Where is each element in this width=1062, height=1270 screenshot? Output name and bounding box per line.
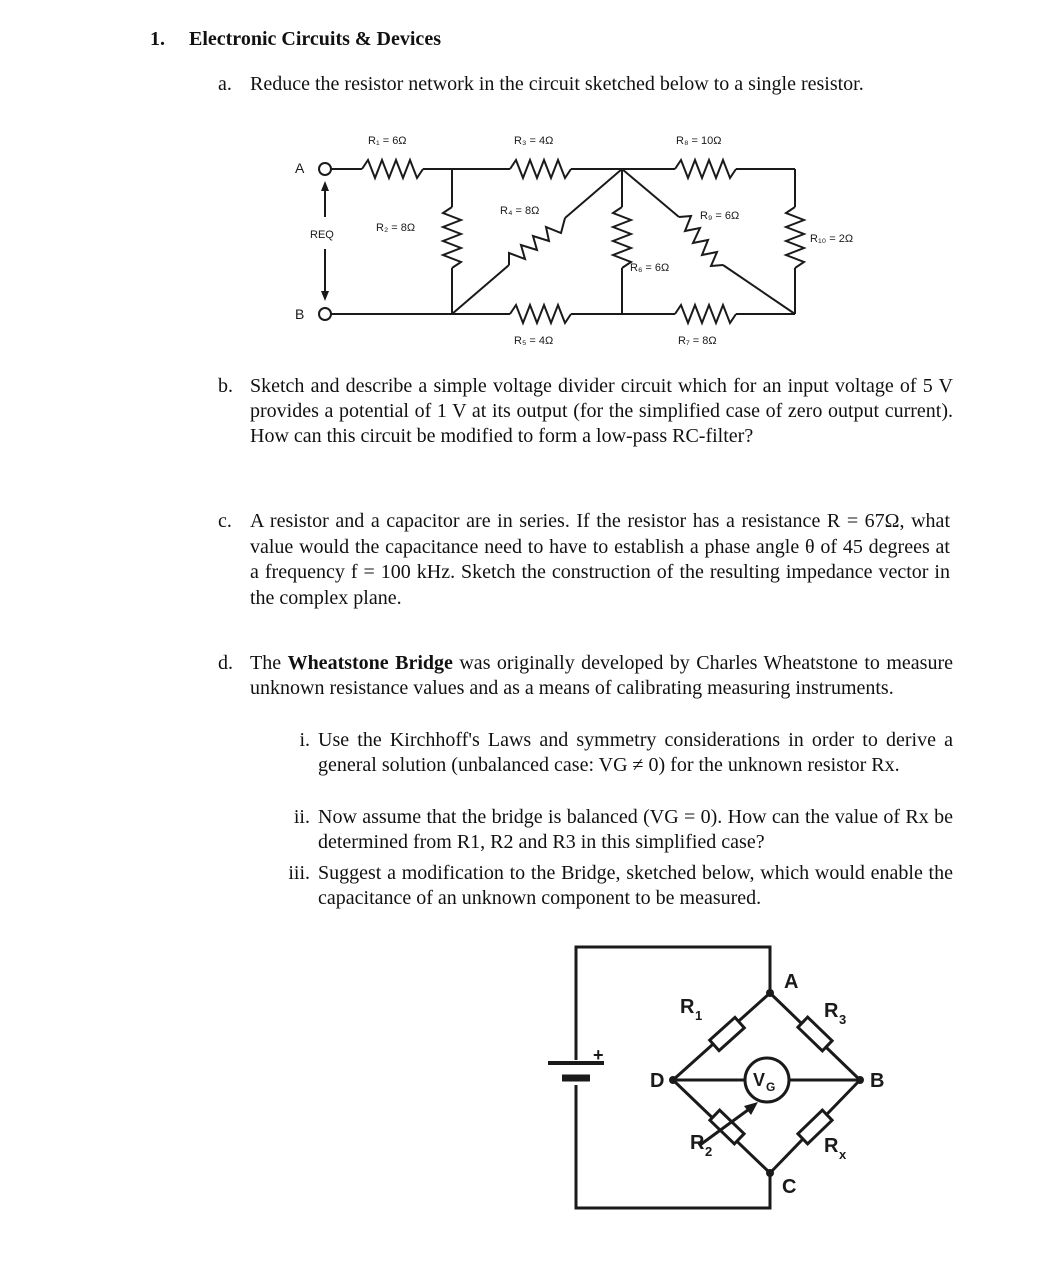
question-a-text: Reduce the resistor network in the circuit sketched below to a single resistor.	[250, 73, 864, 95]
question-b-label: b.	[218, 375, 233, 397]
r3-resistor	[798, 1017, 832, 1051]
r3-sub-label: 3	[839, 1012, 847, 1027]
r9-label: R₉ = 6Ω	[700, 210, 740, 222]
node-c-label: C	[782, 1176, 797, 1198]
node-d-label: D	[650, 1070, 665, 1092]
question-d-i-text: Use the Kirchhoff's Laws and symmetry considerations in order to derive a general solution (unbalanced case: VG ≠ 0) for the unknown resistor Rx.	[318, 729, 953, 776]
r9-resistor	[679, 216, 723, 266]
r1-sub-label: 1	[695, 1008, 703, 1023]
r1-resistor	[362, 160, 423, 178]
node-a-label: A	[295, 160, 305, 176]
node-a-terminal	[319, 163, 331, 175]
req-arrow-up-icon	[321, 181, 329, 191]
question-c-label: c.	[218, 510, 232, 532]
rx-sub-label: x	[839, 1147, 847, 1162]
r6-resistor	[613, 207, 631, 268]
rx-label: R	[824, 1135, 839, 1157]
resistor-network-diagram	[280, 125, 900, 355]
wheatstone-bridge-diagram	[540, 935, 910, 1220]
r8-resistor	[675, 160, 736, 178]
r2-resistor	[443, 207, 461, 268]
section-title	[150, 28, 441, 51]
question-d-iii	[288, 861, 953, 911]
question-d-ii-text: Now assume that the bridge is balanced (VG = 0). How can the value of Rx be determined from R1, R2 and R3 in this simplified case?	[318, 806, 953, 853]
question-d-i	[299, 728, 953, 778]
node-a-label: A	[784, 971, 799, 993]
r1-label: R	[680, 996, 695, 1018]
req-arrow-down-icon	[321, 291, 329, 301]
battery-plus-label: +	[593, 1045, 604, 1065]
r8-label: R₈ = 10Ω	[676, 135, 722, 147]
r2-label: R₂ = 8Ω	[376, 222, 416, 234]
node-b-label: B	[870, 1070, 885, 1092]
question-d-intro-post: was originally developed by Charles Wheatstone to measure unknown resistance values and as a means of calibrating measuring instruments.	[250, 652, 953, 699]
r2-label: R	[690, 1132, 705, 1154]
r7-resistor	[675, 305, 736, 323]
r3-label: R	[824, 1000, 839, 1022]
r10-label: R₁₀ = 2Ω	[810, 233, 854, 245]
question-d-label: d.	[218, 652, 233, 674]
node-b-terminal	[319, 308, 331, 320]
node-b-dot	[856, 1076, 864, 1084]
r4-resistor	[509, 218, 565, 265]
question-d-ii-label: ii.	[293, 806, 310, 828]
node-a-dot	[766, 989, 774, 997]
question-d-intro-bold: Wheatstone Bridge	[287, 652, 453, 674]
r2-sub-label: 2	[705, 1144, 713, 1159]
question-d-i-label: i.	[299, 729, 310, 751]
r3-label: R₃ = 4Ω	[514, 135, 554, 147]
question-b-text: Sketch and describe a simple voltage divider circuit which for an input voltage of 5 V provides a potential of 1 V at its output (for the simplified case of zero output current). How can this circuit be modified to form a low-pass RC-filter?	[250, 375, 953, 447]
r7-label: R₇ = 8Ω	[678, 335, 717, 347]
section-title-text: Electronic Circuits & Devices	[189, 28, 441, 50]
r1-resistor	[710, 1017, 745, 1050]
req-label: REQ	[310, 229, 334, 241]
question-a	[218, 72, 960, 97]
question-c-text: A resistor and a capacitor are in series. If the resistor has a resistance R = 67Ω, what value would the capacitance need to have to establish a phase angle θ of 45 degrees at a frequency f = 100 kHz. Sketch the construction of the resulting impedance vector in the complex plane.	[250, 510, 950, 609]
question-d-text	[250, 651, 953, 701]
r6-label: R₆ = 6Ω	[630, 262, 670, 274]
question-b	[218, 374, 953, 449]
meter-sub-label: G	[766, 1080, 776, 1094]
question-d-intro-pre: The	[250, 652, 288, 674]
r4-label: R₄ = 8Ω	[500, 205, 540, 217]
r1-label: R₁ = 6Ω	[368, 135, 407, 147]
question-d-iii-label: iii.	[288, 862, 310, 884]
node-b-label: B	[295, 306, 305, 322]
supply-wire-top	[576, 947, 770, 1060]
question-d	[218, 651, 953, 701]
question-a-label: a.	[218, 73, 232, 95]
r3-resistor	[510, 160, 571, 178]
r5-resistor	[510, 305, 571, 323]
r10-resistor	[786, 207, 804, 268]
section-number: 1.	[150, 28, 165, 50]
node-d-dot	[669, 1076, 677, 1084]
question-c	[218, 509, 950, 611]
meter-label: V	[753, 1070, 766, 1090]
question-d-ii	[293, 805, 953, 855]
node-c-dot	[766, 1169, 774, 1177]
question-d-iii-text: Suggest a modification to the Bridge, sketched below, which would enable the capacitance of an unknown component to be measured.	[318, 862, 953, 909]
r5-label: R₅ = 4Ω	[514, 335, 554, 347]
